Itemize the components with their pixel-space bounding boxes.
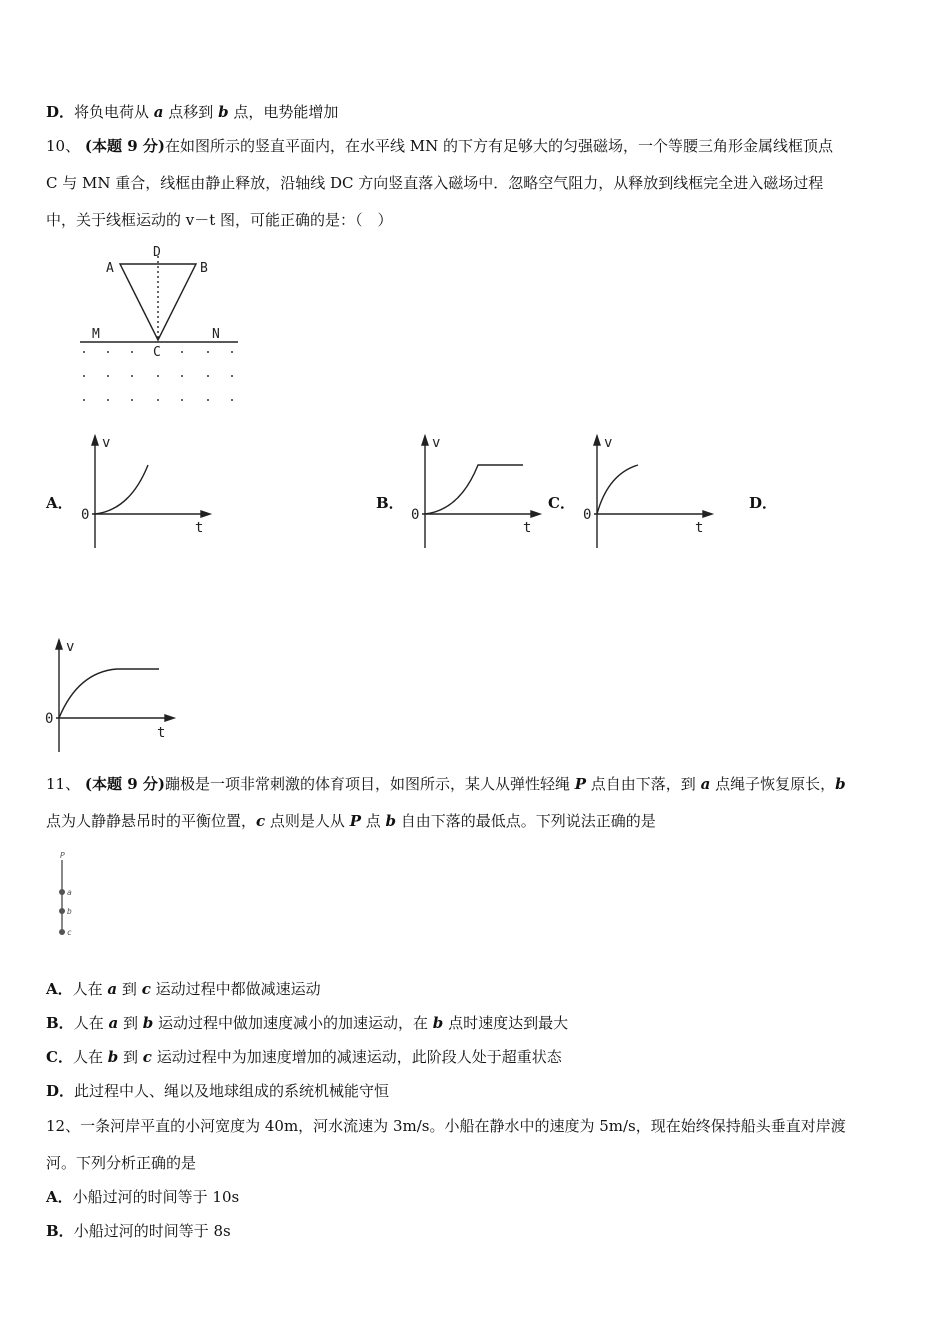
label-d: D xyxy=(153,245,161,260)
t-label: t xyxy=(523,520,532,536)
q12-option-b: B．小船过河的时间等于 8s xyxy=(46,1222,231,1240)
q11-bungee-figure xyxy=(52,848,92,940)
label-b: B xyxy=(200,261,208,276)
v-t-curve xyxy=(597,465,638,514)
origin-label: 0 xyxy=(411,507,420,523)
origin-label: 0 xyxy=(583,507,592,523)
question-score: (本题 9 分) xyxy=(84,137,165,155)
v-axis-arrow xyxy=(92,436,98,445)
question-number: 11、 xyxy=(46,775,81,793)
v-t-curve xyxy=(59,669,159,718)
question-number: 12、 xyxy=(46,1117,81,1135)
label-a: A xyxy=(106,261,114,276)
v-label: v xyxy=(102,435,111,451)
origin-label: 0 xyxy=(81,507,90,523)
t-label: t xyxy=(157,725,166,741)
q10-triangle-figure xyxy=(76,242,246,410)
q11-option-d: D．此过程中人、绳以及地球组成的系统机械能守恒 xyxy=(46,1082,390,1100)
q10-option-a-label: A． xyxy=(46,494,73,512)
label-a: a xyxy=(67,888,72,897)
graph-d xyxy=(42,636,182,758)
q10-option-d-label: D． xyxy=(749,494,778,512)
q10-stem-line2: C 与 MN 重合，线框由静止释放，沿轴线 DC 方向竖直落入磁场中．忽略空气阻力，从释放到线框完全进入磁场过程 xyxy=(46,174,824,192)
v-axis-arrow xyxy=(422,436,428,445)
t-axis-arrow xyxy=(531,511,540,517)
q11-option-a: A．人在 a 到 c 运动过程中都做减速运动 xyxy=(46,980,321,998)
question-score: (本题 9 分) xyxy=(84,775,165,793)
q10-option-c-label: C． xyxy=(548,494,575,512)
v-t-curve xyxy=(425,465,523,514)
q9-option-d: D．将负电荷从 a 点移到 b 点，电势能增加 xyxy=(46,103,339,121)
q11-stem-line1: 11、 (本题 9 分)蹦极是一项非常刺激的体育项目，如图所示，某人从弹性轻绳 P 点自由下落，到 a 点绳子恢复原长，b xyxy=(46,775,846,793)
q12-stem-line2: 河。下列分析正确的是 xyxy=(46,1154,197,1172)
label-b: b xyxy=(67,907,72,916)
q11-option-c: C．人在 b 到 c 运动过程中为加速度增加的减速运动，此阶段人处于超重状态 xyxy=(46,1048,562,1066)
graph-c xyxy=(580,432,720,554)
graph-b xyxy=(408,432,548,554)
question-number: 10、 xyxy=(46,137,81,155)
v-t-curve xyxy=(95,465,148,514)
t-axis-arrow xyxy=(165,715,174,721)
label-c: c xyxy=(67,928,72,937)
graph-a xyxy=(78,432,218,554)
v-label: v xyxy=(66,639,75,655)
label-m: M xyxy=(92,327,100,342)
v-label: v xyxy=(604,435,613,451)
q10-stem-line1: 10、 (本题 9 分)在如图所示的竖直平面内，在水平线 MN 的下方有足够大的匀强磁场，一个等腰三角形金属线框顶点 xyxy=(46,137,833,155)
q11-stem-line2: 点为人静静悬吊时的平衡位置，c 点则是人从 P 点 b 自由下落的最低点。下列说法正确的是 xyxy=(46,812,656,830)
q11-option-b: B．人在 a 到 b 运动过程中做加速度减小的加速运动，在 b 点时速度达到最大 xyxy=(46,1014,569,1032)
t-axis-arrow xyxy=(201,511,210,517)
point-a xyxy=(59,889,65,895)
label-p: P xyxy=(60,851,65,860)
q12-option-a: A．小船过河的时间等于 10s xyxy=(46,1188,240,1206)
point-b xyxy=(59,908,65,914)
label-n: N xyxy=(212,327,220,342)
v-label: v xyxy=(432,435,441,451)
option-label: D． xyxy=(46,103,75,121)
q10-option-b-label: B． xyxy=(376,494,404,512)
point-c xyxy=(59,929,65,935)
label-c: C xyxy=(153,345,161,360)
t-label: t xyxy=(695,520,704,536)
t-label: t xyxy=(195,520,204,536)
q12-stem-line1: 12、一条河岸平直的小河宽度为 40m，河水流速为 3m/s。小船在静水中的速度为 5m/s，现在始终保持船头垂直对岸渡 xyxy=(46,1117,846,1135)
v-axis-arrow xyxy=(56,640,62,649)
origin-label: 0 xyxy=(45,711,54,727)
q10-stem-line3: 中，关于线框运动的 v－t 图，可能正确的是：（ ） xyxy=(46,211,393,229)
t-axis-arrow xyxy=(703,511,712,517)
v-axis-arrow xyxy=(594,436,600,445)
